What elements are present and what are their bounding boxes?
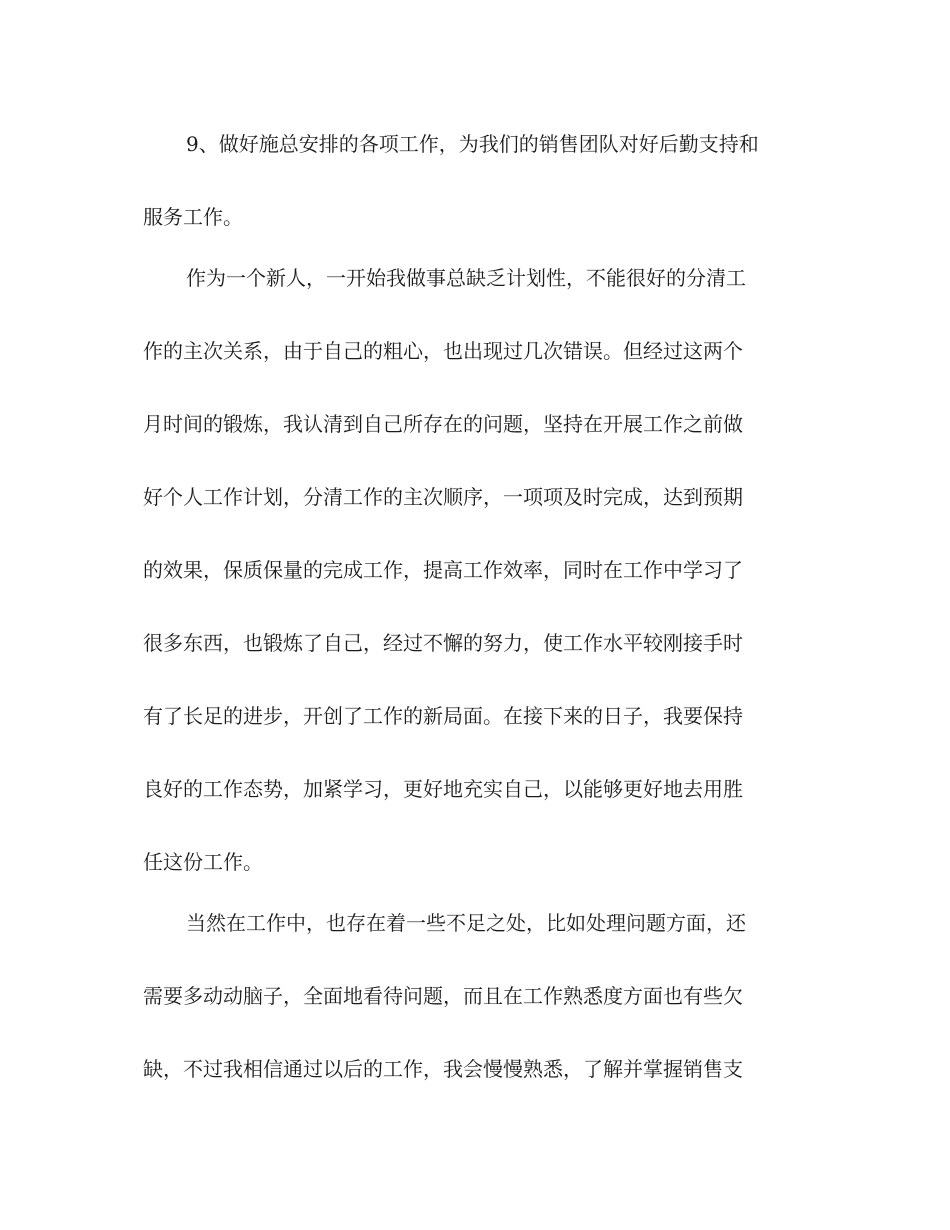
text-line: 服务工作。: [143, 205, 243, 229]
text-line: 良好的工作态势，加紧学习，更好地充实自己，以能够更好地去用胜: [143, 777, 743, 801]
text-line: 任这份工作。: [143, 850, 263, 874]
text-line: 月时间的锻炼，我认清到自己所存在的问题，坚持在开展工作之前做: [143, 412, 743, 436]
text-line: 作为一个新人，一开始我做事总缺乏计划性，不能很好的分清工: [186, 266, 746, 290]
text-line: 9、做好施总安排的各项工作，为我们的销售团队对好后勤支持和: [186, 132, 759, 156]
text-line: 好个人工作计划，分清工作的主次顺序，一项项及时完成，达到预期: [143, 485, 743, 509]
text-line: 有了长足的进步，开创了工作的新局面。在接下来的日子，我要保持: [143, 704, 743, 728]
text-line: 当然在工作中，也存在着一些不足之处，比如处理问题方面，还: [186, 911, 746, 935]
text-line: 的效果，保质保量的完成工作，提高工作效率，同时在工作中学习了: [143, 558, 743, 582]
text-line: 很多东西，也锻炼了自己，经过不懈的努力，使工作水平较刚接手时: [143, 631, 743, 655]
text-line: 缺，不过我相信通过以后的工作，我会慢慢熟悉，了解并掌握销售支: [143, 1057, 743, 1081]
text-line: 需要多动动脑子，全面地看待问题，而且在工作熟悉度方面也有些欠: [143, 984, 743, 1008]
text-line: 作的主次关系，由于自己的粗心，也出现过几次错误。但经过这两个: [143, 339, 743, 363]
